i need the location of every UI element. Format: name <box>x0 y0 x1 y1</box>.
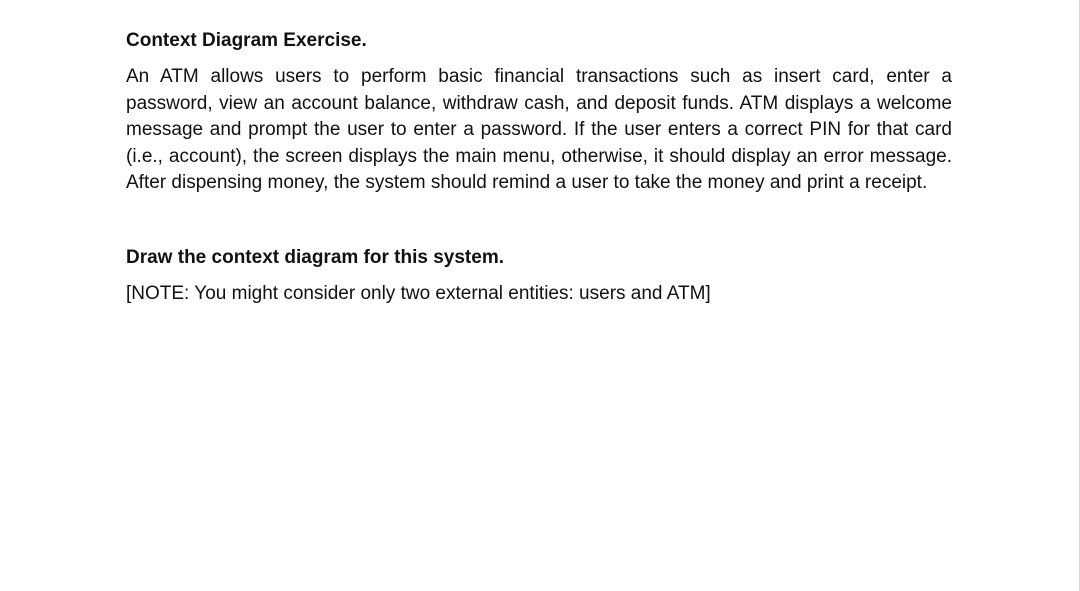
exercise-description: An ATM allows users to perform basic financial transactions such as insert card, enter a password, view an account balance, withdraw cash, and deposit funds. ATM displays a welcome message and prompt the user to enter a password. If the user enters a correct PIN for that card (i.e., account), the screen displays the main menu, otherwise, it should display an error message. After dispensing money, the system should remind a user to take the money and print a receipt. <box>126 66 952 194</box>
document-content <box>126 28 952 307</box>
task-instruction: Draw the context diagram for this system. <box>126 246 504 268</box>
exercise-note: [NOTE: You might consider only two external entities: users and ATM] <box>126 282 711 304</box>
exercise-title: Context Diagram Exercise. <box>126 30 367 51</box>
